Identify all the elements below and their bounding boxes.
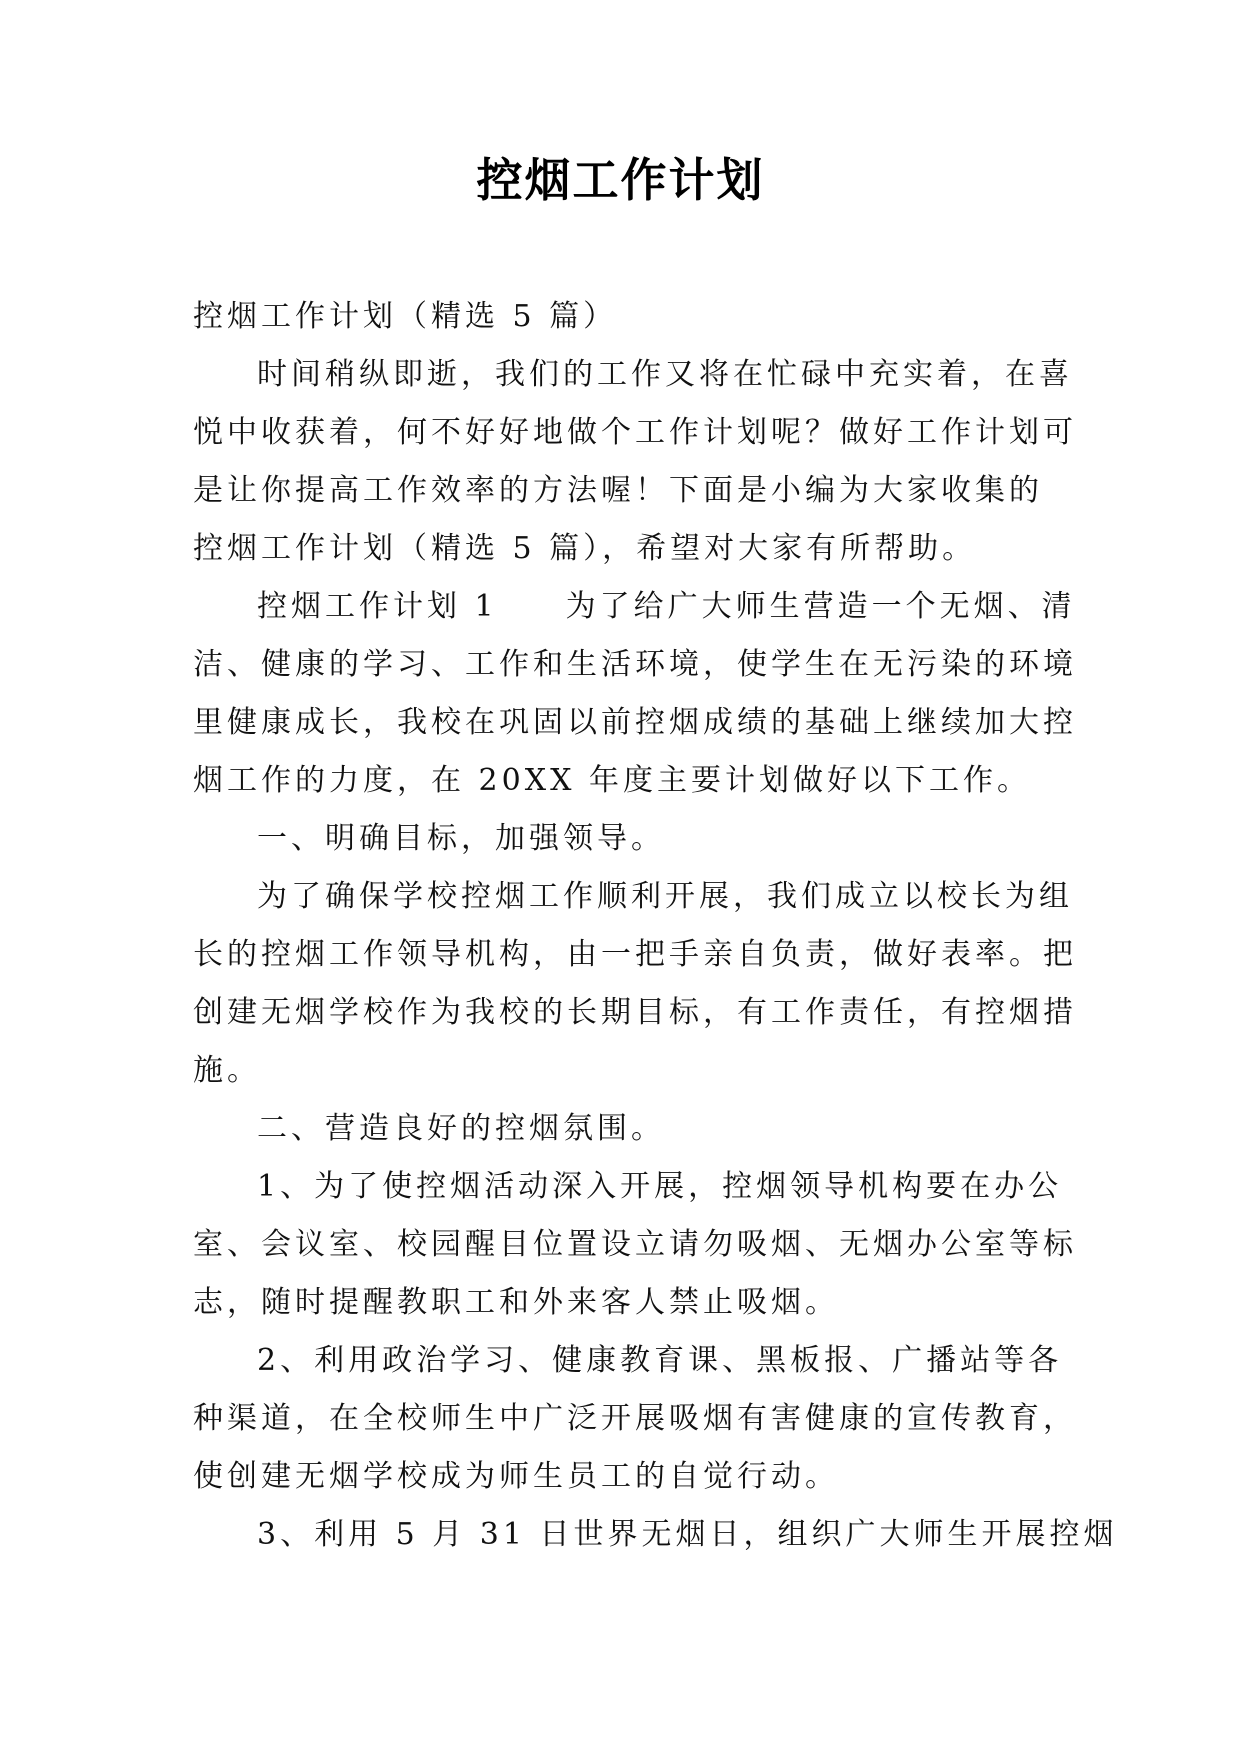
text-line: 使创建无烟学校成为师生员工的自觉行动。 bbox=[193, 1459, 839, 1494]
text-line: 一、明确目标，加强领导。 bbox=[257, 821, 665, 856]
text-line: 1、为了使控烟活动深入开展，控烟领导机构要在办公 bbox=[257, 1169, 1063, 1204]
text-line: 控烟工作计划（精选 5 篇） bbox=[193, 299, 618, 334]
text-line: 悦中收获着，何不好好地做个工作计划呢？做好工作计划可 bbox=[193, 415, 1077, 450]
document-body bbox=[193, 288, 1118, 1564]
text-line: 室、会议室、校园醒目位置设立请勿吸烟、无烟办公室等标 bbox=[193, 1227, 1077, 1262]
text-line: 是让你提高工作效率的方法喔！下面是小编为大家收集的 bbox=[193, 473, 1043, 508]
text-line: 控烟工作计划（精选 5 篇），希望对大家有所帮助。 bbox=[193, 531, 977, 566]
text-line: 时间稍纵即逝，我们的工作又将在忙碌中充实着，在喜 bbox=[257, 357, 1073, 392]
text-line: 种渠道，在全校师生中广泛开展吸烟有害健康的宣传教育， bbox=[193, 1401, 1077, 1436]
text-line: 烟工作的力度，在 20XX 年度主要计划做好以下工作。 bbox=[193, 763, 1031, 798]
text-line: 3、利用 5 月 31 日世界无烟日，组织广大师生开展控烟 bbox=[257, 1517, 1118, 1552]
text-line: 施。 bbox=[193, 1053, 261, 1088]
text-line: 创建无烟学校作为我校的长期目标，有工作责任，有控烟措 bbox=[193, 995, 1077, 1030]
document-title: 控烟工作计划 bbox=[476, 153, 765, 207]
text-line: 洁、健康的学习、工作和生活环境，使学生在无污染的环境 bbox=[193, 647, 1077, 682]
text-line: 志，随时提醒教职工和外来客人禁止吸烟。 bbox=[193, 1285, 839, 1320]
text-line: 长的控烟工作领导机构，由一把手亲自负责，做好表率。把 bbox=[193, 937, 1077, 972]
text-line: 为了确保学校控烟工作顺利开展，我们成立以校长为组 bbox=[257, 879, 1073, 914]
text-line: 控烟工作计划 1 为了给广大师生营造一个无烟、清 bbox=[257, 589, 1076, 624]
text-line: 2、利用政治学习、健康教育课、黑板报、广播站等各 bbox=[257, 1343, 1063, 1378]
text-line: 二、营造良好的控烟氛围。 bbox=[257, 1111, 665, 1146]
text-line: 里健康成长，我校在巩固以前控烟成绩的基础上继续加大控 bbox=[193, 705, 1077, 740]
